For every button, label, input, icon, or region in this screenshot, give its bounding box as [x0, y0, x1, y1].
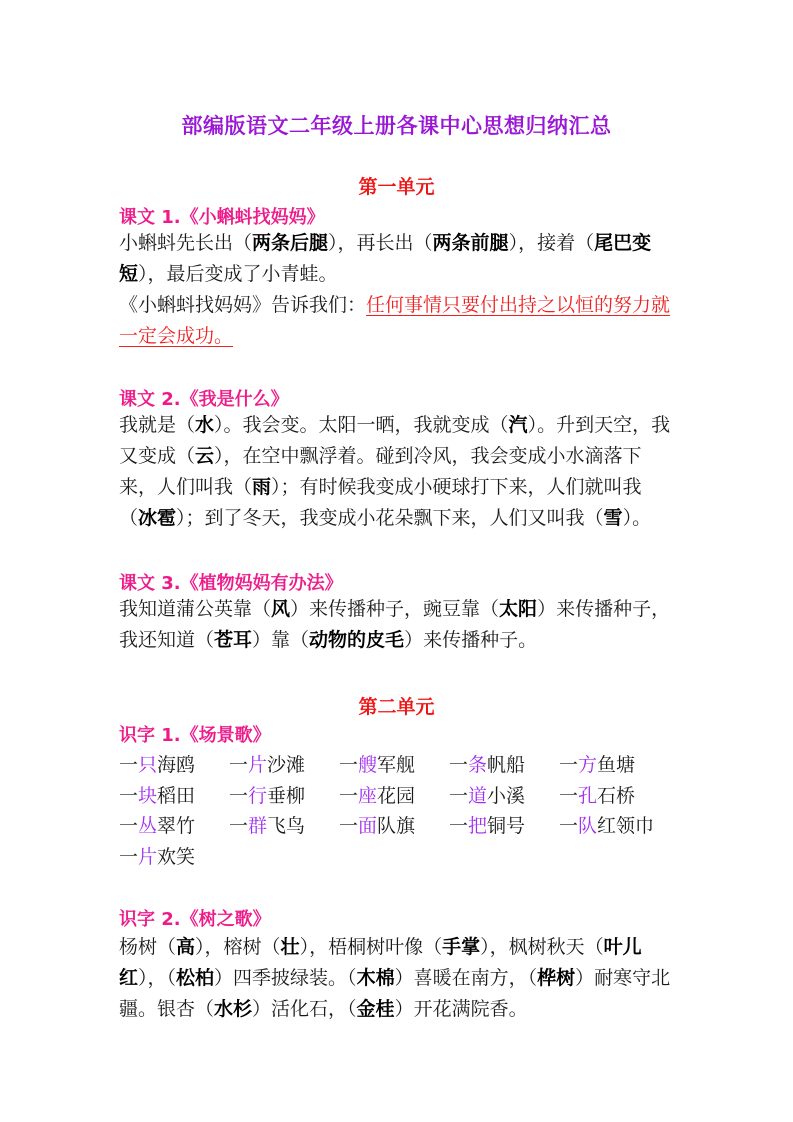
word-item: 一条帆船: [449, 754, 526, 776]
lesson-title: 识字 2.《树之歌》: [119, 909, 271, 930]
word-item: 一丛翠竹: [119, 815, 196, 837]
word-item: 一队红领巾: [559, 815, 655, 837]
summary-highlight: 任何事情只要付出持之以恒的努力就一定会成功。: [119, 294, 671, 347]
lesson-title: 课文 3.《植物妈妈有办法》: [119, 573, 343, 594]
word-item: 一道小溪: [449, 784, 526, 807]
lesson-paragraph: 我知道蒲公英靠（风）来传播种子，豌豆靠（太阳）来传播种子，我还知道（苍耳）靠（动物的皮毛）来传播种子。: [119, 598, 671, 651]
word-row: [119, 842, 679, 873]
word-item: 一片欢笑: [119, 845, 196, 868]
word-item: 一孔石桥: [559, 784, 636, 807]
lesson-paragraph: 我就是（水）。我会变。太阳一晒，我就变成（汽）。升到天空，我又变成（云），在空中飘浮着。碰到冷风，我会变成小水滴落下来，人们叫我（雨）；有时候我变成小硬球打下来，人们就叫我（冰雹）；到了冬天，我变成小花朵飘下来，人们又叫我（雪）。: [119, 414, 671, 529]
lesson-paragraph: 杨树（高），榕树（壮），梧桐树叶像（手掌），枫树秋天（叶儿红），（松柏）四季披绿装。（木棉）喜暖在南方，（桦树）耐寒守北疆。银杏（水杉）活化石，（金桂）开花满院香。: [119, 936, 671, 1020]
word-item: 一群飞鸟: [229, 815, 306, 837]
word-item: 一块稻田: [119, 784, 196, 807]
word-item: 一座花园: [339, 784, 416, 807]
word-row: [119, 781, 679, 812]
word-item: 一只海鸥: [119, 754, 196, 776]
word-item: 一片沙滩: [229, 754, 306, 776]
unit-heading-1: 第一单元: [358, 176, 435, 198]
lesson-title: 课文 1.《小蝌蚪找妈妈》: [119, 207, 325, 228]
word-item: 一行垂柳: [229, 784, 306, 807]
document-title: 部编版语文二年级上册各课中心思想归纳汇总: [181, 114, 612, 138]
lesson-title: 识字 1.《场景歌》: [119, 725, 271, 746]
unit-heading-2: 第二单元: [358, 696, 435, 718]
lesson-summary: 《小蝌蚪找妈妈》告诉我们：任何事情只要付出持之以恒的努力就一定会成功。: [119, 294, 671, 347]
word-grid: [119, 750, 679, 872]
word-item: 一方鱼塘: [559, 754, 636, 776]
lesson-title: 课文 2.《我是什么》: [119, 389, 289, 410]
word-row: [119, 750, 679, 781]
word-item: 一把铜号: [449, 815, 526, 837]
lesson-paragraph: 小蝌蚪先长出（两条后腿），再长出（两条前腿），接着（尾巴变短），最后变成了小青蛙。: [119, 232, 652, 285]
word-item: 一面队旗: [339, 815, 416, 837]
word-item: 一艘军舰: [339, 754, 416, 776]
word-row: [119, 811, 679, 842]
